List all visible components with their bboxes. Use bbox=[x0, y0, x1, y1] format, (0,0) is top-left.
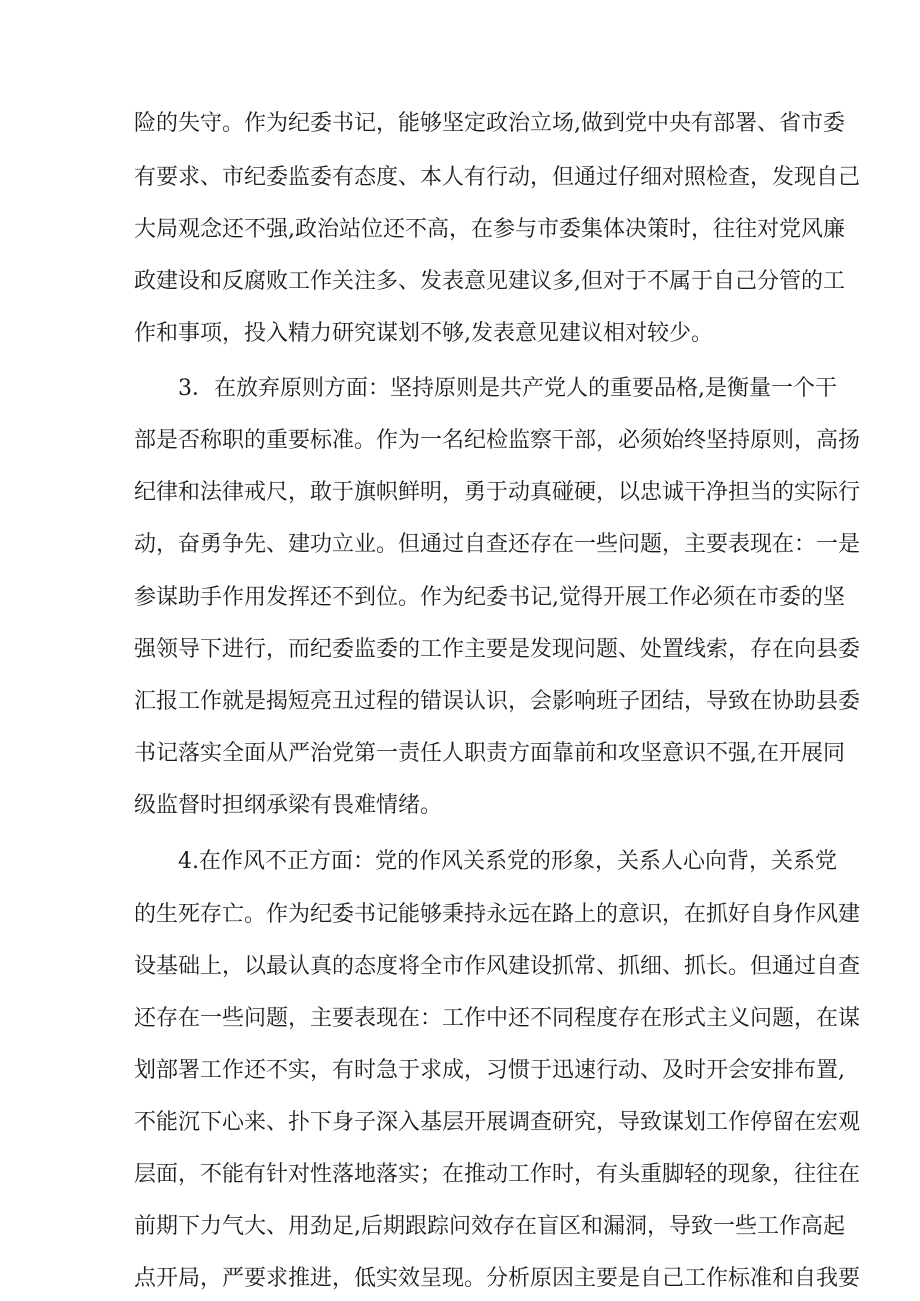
paragraph-3-first-line: 3．在放弃原则方面：坚持原则是共产党人的重要品格,是衡量一个干 bbox=[178, 376, 837, 401]
text-line: 动，奋勇争先、建功立业。但通过自查还存在一些问题，主要表现在：一是 bbox=[134, 532, 861, 557]
text-line: 大局观念还不强,政治站位还不高，在参与市委集体决策时，往往对党风廉 bbox=[134, 217, 845, 242]
text-line: 有要求、市纪委监委有态度、本人有行动，但通过仔细对照检查，发现自己 bbox=[134, 165, 861, 190]
text-line: 点开局，严要求推进，低实效呈现。分析原因主要是自己工作标准和自我要 bbox=[134, 1266, 861, 1291]
text-line: 参谋助手作用发挥还不到位。作为纪委书记,觉得开展工作必须在市委的坚 bbox=[134, 585, 845, 610]
text-line: 纪律和法律戒尺，敢于旗帜鲜明，勇于动真碰硬，以忠诚干净担当的实际行 bbox=[134, 480, 861, 505]
text-line: 不能沉下心来、扑下身子深入基层开展调查研究，导致谋划工作停留在宏观 bbox=[134, 1110, 861, 1135]
text-line: 书记落实全面从严治党第一责任人职责方面靠前和攻坚意识不强,在开展同 bbox=[134, 741, 845, 766]
text-line: 划部署工作还不实，有时急于求成，习惯于迅速行动、及时开会安排布置, bbox=[134, 1058, 845, 1083]
text-line: 作和事项，投入精力研究谋划不够,发表意见建议相对较少。 bbox=[134, 321, 713, 346]
paragraph-4-first-line: 4.在作风不正方面：党的作风关系党的形象，关系人心向背，关系党 bbox=[178, 849, 837, 874]
text-line: 前期下力气大、用劲足,后期跟踪问效存在盲区和漏洞，导致一些工作高起 bbox=[134, 1214, 845, 1239]
text-line: 部是否称职的重要标准。作为一名纪检监察干部，必须始终坚持原则，高扬 bbox=[134, 428, 861, 453]
text-line: 还存在一些问题，主要表现在：工作中还不同程度存在形式主义问题，在谋 bbox=[134, 1006, 861, 1031]
text-line: 险的失守。作为纪委书记，能够坚定政治立场,做到党中央有部署、省市委 bbox=[134, 111, 845, 136]
text-line: 级监督时担纲承梁有畏难情绪。 bbox=[134, 793, 443, 818]
text-line: 汇报工作就是揭短亮丑过程的错误认识，会影响班子团结，导致在协助县委 bbox=[134, 689, 861, 714]
text-line: 强领导下进行，而纪委监委的工作主要是发现问题、处置线索，存在向县委 bbox=[134, 637, 861, 662]
text-line: 政建设和反腐败工作关注多、发表意见建议多,但对于不属于自己分管的工 bbox=[134, 269, 845, 294]
text-line: 层面，不能有针对性落地落实；在推动工作时，有头重脚轻的现象，往往在 bbox=[134, 1162, 861, 1187]
text-line: 的生死存亡。作为纪委书记能够秉持永远在路上的意识，在抓好自身作风建 bbox=[134, 902, 861, 927]
text-line: 设基础上，以最认真的态度将全市作风建设抓常、抓细、抓长。但通过自查 bbox=[134, 954, 861, 979]
